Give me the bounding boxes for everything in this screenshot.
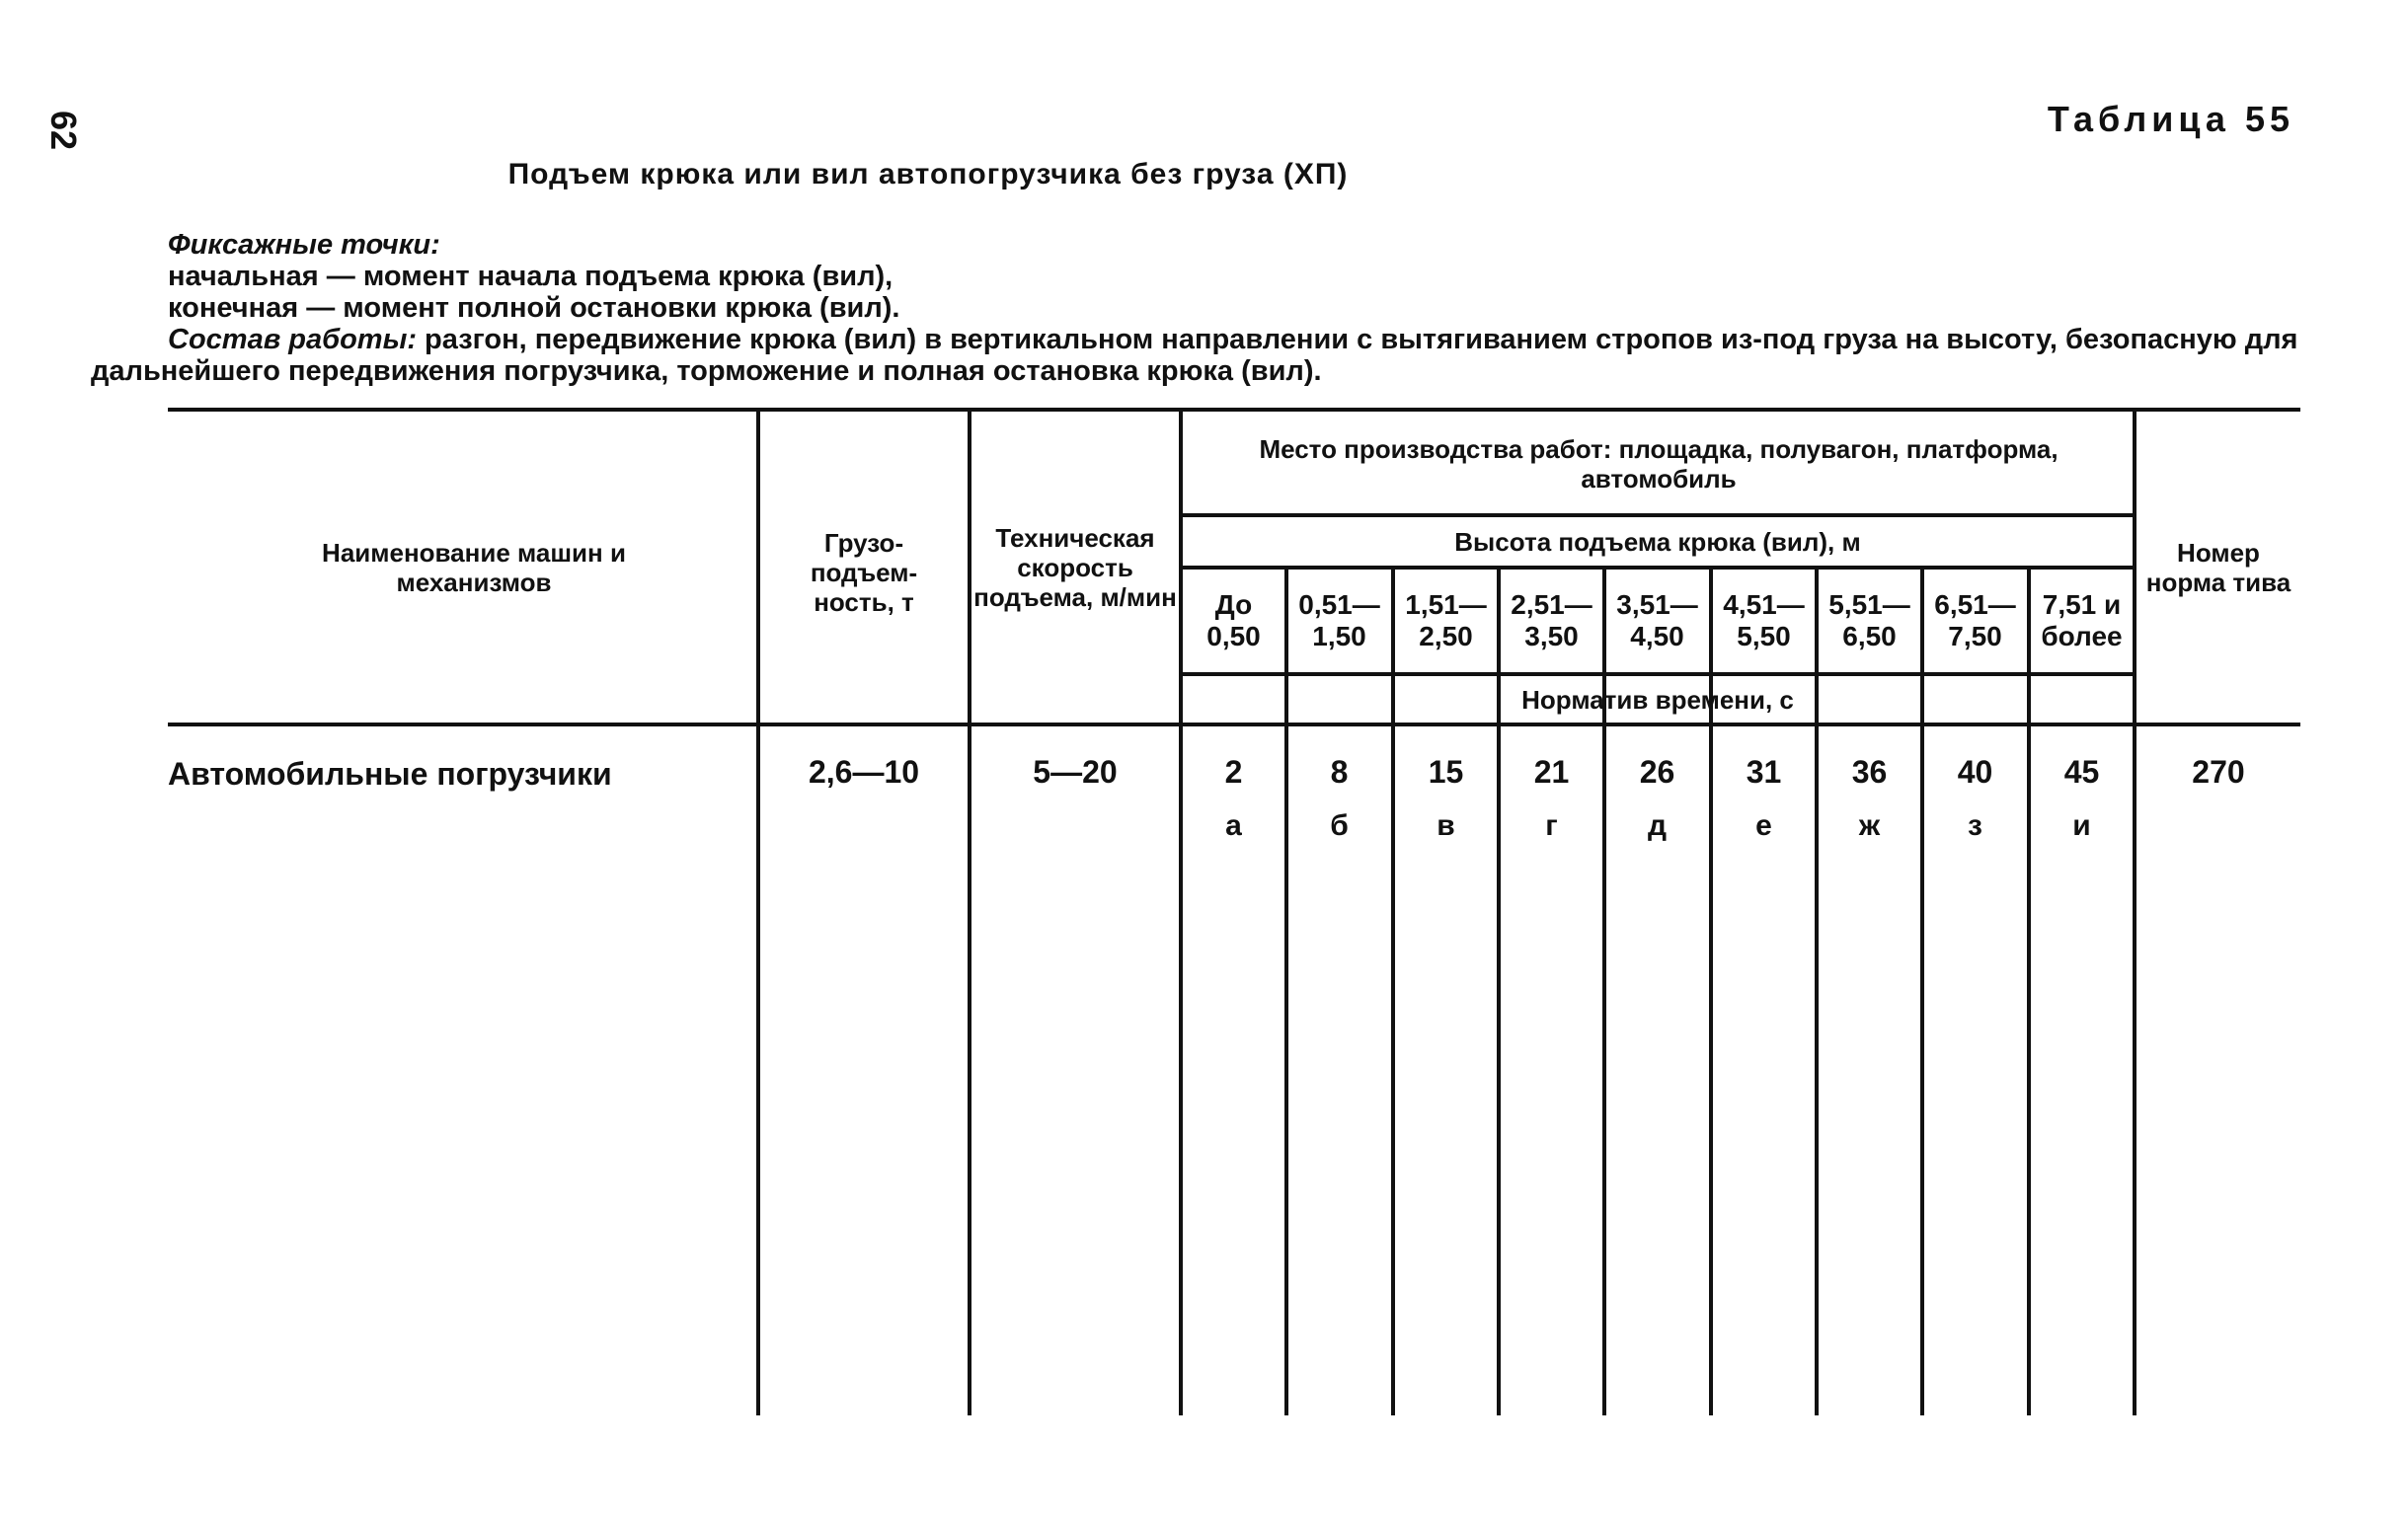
height-range-6: [1713, 570, 1815, 672]
height-range-9: [2031, 570, 2133, 672]
intro-block: [91, 229, 2300, 387]
page-title: Подъем крюка или вил автопогрузчика без груза (ХП): [507, 158, 1349, 190]
row-machine-name: Автомобильные погрузчики: [168, 756, 612, 792]
height-range-from: 0,51—: [1298, 589, 1380, 620]
height-range-to: 6,50: [1842, 621, 1897, 651]
header-capacity: Грузо-подъем-ность, т: [810, 528, 918, 617]
height-range-1: [1183, 570, 1284, 672]
norm-value: 8: [1330, 754, 1349, 790]
work-text: разгон, передвижение крюка (вил) в вертикальном направлении с вытягиванием стропов из-под груза на высоту, безопасную для дальнейшего передвижения погрузчика, торможение и полная остановка крюка (вил).: [91, 324, 2298, 387]
row-norm-number: 270: [2192, 754, 2245, 790]
height-range-5: [1606, 570, 1708, 672]
height-range-to: 4,50: [1630, 621, 1684, 651]
height-range-from: 1,51—: [1405, 589, 1487, 620]
height-range-to: более: [2041, 621, 2123, 651]
height-range-to: 2,50: [1419, 621, 1473, 651]
norm-value: 40: [1957, 754, 1993, 790]
header-bottom-rule: [168, 723, 2300, 726]
table-top-rule: [168, 408, 2300, 412]
norm-letter: ж: [1858, 809, 1881, 842]
end-point-text: конечная — момент полной остановки крюка (вил).: [168, 292, 900, 324]
norm-letter: а: [1225, 809, 1242, 842]
height-range-from: 7,51 и: [2042, 589, 2122, 620]
height-range-to: 3,50: [1524, 621, 1579, 651]
norm-value: 31: [1746, 754, 1782, 790]
height-range-from: 3,51—: [1616, 589, 1698, 620]
norm-letter: е: [1755, 809, 1772, 842]
height-range-to: 7,50: [1948, 621, 2002, 651]
norm-value: 15: [1428, 754, 1464, 790]
norm-letter: и: [2072, 809, 2091, 842]
header-norm-time: Норматив времени, с: [1521, 684, 1794, 715]
height-range-3: [1395, 570, 1497, 672]
header-lift-height: Высота подъема крюка (вил), м: [1454, 526, 1861, 557]
height-range-from: 4,51—: [1723, 589, 1805, 620]
norm-letter: з: [1968, 809, 1982, 842]
header-norm-number: Номер норма тива: [2145, 538, 2291, 597]
height-range-from: 6,51—: [1934, 589, 2016, 620]
header-speed: Техническая скорость подъема, м/мин: [973, 523, 1177, 612]
norm-value: 45: [2063, 754, 2100, 790]
work-label: Состав работы:: [168, 324, 417, 355]
row-capacity: 2,6—10: [808, 754, 920, 790]
work-composition: [91, 324, 2300, 387]
height-range-to: 5,50: [1737, 621, 1791, 651]
norm-letter: в: [1437, 809, 1455, 842]
norm-letter: б: [1330, 809, 1349, 842]
height-range-7: [1819, 570, 1920, 672]
norm-letter: д: [1647, 809, 1668, 842]
norm-value: 36: [1851, 754, 1888, 790]
norm-value: 2: [1224, 754, 1243, 790]
fix-points-heading: Фиксажные точки:: [168, 229, 440, 261]
height-range-from: 2,51—: [1511, 589, 1592, 620]
norm-value: 26: [1639, 754, 1675, 790]
norm-value: 21: [1533, 754, 1570, 790]
height-range-2: [1288, 570, 1390, 672]
height-range-from: До: [1214, 589, 1253, 620]
header-machine-name: Наименование машин и механизмов: [322, 538, 626, 597]
height-range-to: 1,50: [1312, 621, 1366, 651]
height-range-from: 5,51—: [1828, 589, 1910, 620]
table-label: Таблица 55: [2047, 99, 2294, 139]
row-speed: 5—20: [1033, 754, 1118, 790]
start-point-text: начальная — момент начала подъема крюка (вил),: [168, 261, 893, 292]
norm-letter: г: [1545, 809, 1558, 842]
height-range-4: [1501, 570, 1602, 672]
page-number: 62: [43, 111, 84, 151]
height-range-8: [1924, 570, 2026, 672]
height-range-to: 0,50: [1206, 621, 1261, 651]
header-workplace: Место производства работ: площадка, полувагон, платформа, автомобиль: [1259, 434, 2058, 494]
col-divider-1: [756, 411, 760, 1415]
